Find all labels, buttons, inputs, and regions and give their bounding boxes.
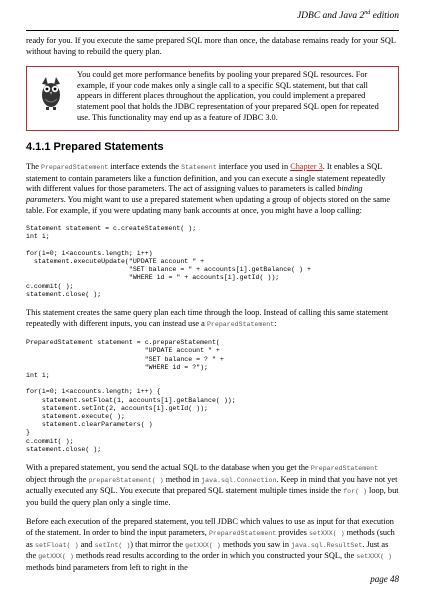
paragraph: With a prepared statement, you send the actual SQL to the database when you get the PreparedStatement object through the prepareStatement( ) method in java.sql.Connection. Keep in mind that you have not yet actually executed any SQL. You execute that prepared SQL statement multiple times inside the for( ) loop, but you build the query plan only a single time. [26, 463, 399, 507]
chapter-link[interactable]: Chapter 3 [290, 162, 323, 172]
paragraph: The PreparedStatement interface extends the Statement interface you used in Chapter 3. It enables a SQL statement to contain parameters like a function definition, and you can execute a single statement repeatedly with different values for those parameters. The act of assigning values to parameters is called binding parameters. You might want to use a prepared statement when updating a group of objects stored on the same table. For example, if you were updating many bank accounts at once, you might have a loop calling: [26, 162, 391, 215]
paragraph: ready for you. If you execute the same prepared SQL more than once, the database remains ready for your SQL without having to rebuild the query plan. [26, 36, 396, 56]
header-edition: edition [370, 11, 399, 22]
code-block: Statement statement = c.createStatement( ); int i; for(i=0; i<accounts.length; i++) statement.executeUpdate("UPDATE account " + "SET balance = " + accounts[i].getBalance( ) + "WHERE id = " + accounts[i].getId( )); c.commit( ); statement.close( ); [26, 225, 311, 298]
note-box [26, 66, 399, 131]
header-superscript: nd [364, 10, 371, 16]
paragraph: This statement creates the same query plan each time through the loop. Instead of calling this same statement repeatedly with different inputs, you can instead use a PreparedStatement: [26, 307, 389, 328]
note-text: You could get more performance benefits by pooling your prepared SQL resources. For example, if your code makes only a single call to a specific SQL statement, but that call appears in different places throughout the application, you could implement a prepared statement pool that holds the JDBC representation of your prepared SQL open for repeated use. This functionality may end up as a feature of JDBC 3.0. [77, 70, 379, 122]
code-block: PreparedStatement statement = c.prepareStatement( "UPDATE account " + "SET balance = ? " + "WHERE id = ?"); int i; for(i=0; i<accounts.length; i++) { statement.setFloat(1, accounts[i].getBalance( )); statement.setInt(2, accounts[i].getId( )); statement.execute( ); statement.clearParameters( ) } c.commit( ); statement.close( ); [26, 339, 236, 453]
header-title: JDBC and Java 2 [296, 11, 365, 22]
page-content [26, 36, 399, 582]
paragraph: Before each execution of the prepared statement, you tell JDBC which values to use as input for that execution of the statement. In order to bind the input parameters, PreparedStatement provides setXXX( ) methods (such as setFloat( ) and setInt( )) that mirror the getXXX( ) methods you saw in java.sql.ResultSet. Just as the getXXX( ) methods read results according to the order in which you constructed your SQL, the setXXX( ) methods bind parameters from left to right in the [26, 517, 395, 572]
header-rule [26, 30, 399, 31]
owl-icon [39, 75, 63, 111]
running-header [297, 10, 399, 21]
page-number: page 48 [370, 574, 399, 584]
section-heading: 4.1.1 Prepared Statements [26, 141, 164, 154]
